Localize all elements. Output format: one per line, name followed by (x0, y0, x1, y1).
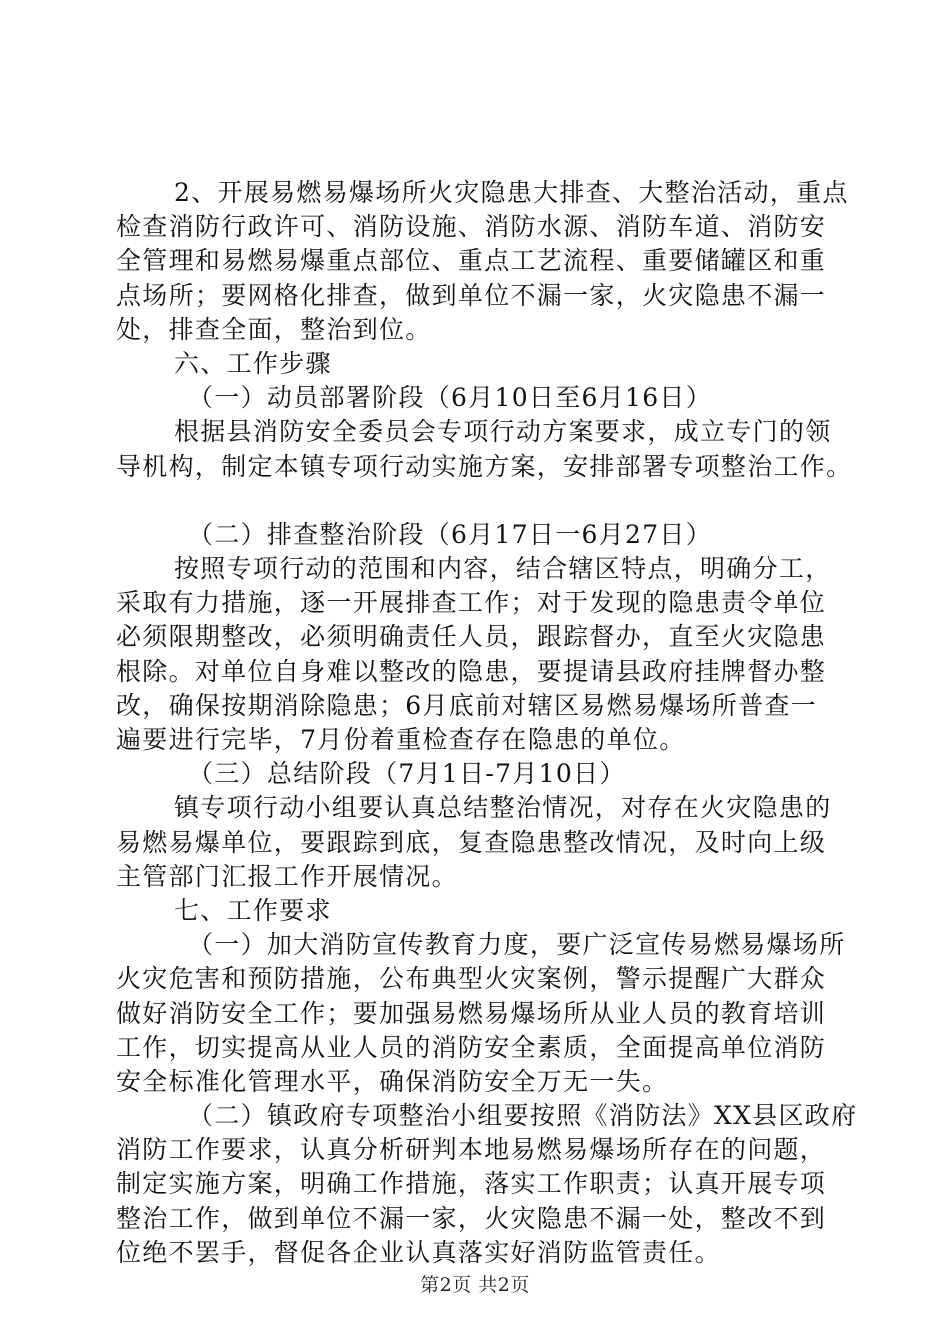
page-footer: 第2页 共2页 (420, 1274, 530, 1296)
text-line: 按照专项行动的范围和内容，结合辖区特点，明确分工， (174, 554, 832, 584)
text-line: 点场所；要网格化排查，做到单位不漏一家，火灾隐患不漏一 (116, 280, 827, 310)
text-line: 制定实施方案，明确工作措施，落实工作职责；认真开展专项 (116, 1169, 827, 1199)
text-line: 根据县消防安全委员会专项行动方案要求，成立专门的领 (174, 417, 832, 447)
document-body (116, 176, 858, 1270)
text-line: 采取有力措施，逐一开展排查工作；对于发现的隐患责令单位 (116, 588, 827, 618)
text-line: 必须限期整改，必须明确责任人员，跟踪督办，直至火灾隐患 (116, 622, 827, 652)
text-line: （三）总结阶段（7月1日-7月10日） (188, 759, 626, 789)
text-line: 2、开展易燃易爆场所火灾隐患大排查、大整治活动，重点 (174, 178, 849, 207)
text-line: 镇专项行动小组要认真总结整治情况，对存在火灾隐患的 (174, 793, 832, 823)
text-line: 位绝不罢手，督促各企业认真落实好消防监管责任。 (116, 1237, 721, 1267)
text-line: 安全标准化管理水平，确保消防安全万无一失。 (116, 1066, 669, 1096)
text-line: 检查消防行政许可、消防设施、消防水源、消防车道、消防安 (116, 212, 827, 242)
blank-line (116, 484, 840, 518)
text-line: 做好消防安全工作；要加强易燃易爆场所从业人员的教育培训 (116, 998, 827, 1028)
text-line: （二）排查整治阶段（6月17日一6月27日） (188, 519, 713, 549)
text-line: 消防工作要求，认真分析研判本地易燃易爆场所存在的问题， (116, 1135, 827, 1165)
text-line: 六、工作步骤 (174, 348, 332, 378)
text-line: （二）镇政府专项整治小组要按照《消防法》XX县区政府 (188, 1101, 858, 1131)
text-line: 全管理和易燃易爆重点部位、重点工艺流程、重要储罐区和重 (116, 246, 827, 276)
text-line: 易燃易爆单位，要跟踪到底，复查隐患整改情况，及时向上级 (116, 827, 827, 857)
text-line: 整治工作，做到单位不漏一家，火灾隐患不漏一处，整改不到 (116, 1203, 827, 1233)
text-line: 处，排查全面，整治到位。 (116, 314, 432, 344)
text-line: （一）加大消防宣传教育力度，要广泛宣传易燃易爆场所 (188, 930, 846, 960)
text-line: 改，确保按期消除隐患；6月底前对辖区易燃易爆场所普查一 (116, 690, 818, 720)
text-line: 工作，切实提高从业人员的消防安全素质，全面提高单位消防 (116, 1032, 827, 1062)
text-line: 导机构，制定本镇专项行动实施方案，安排部署专项整治工作。 (116, 451, 853, 481)
text-line: 根除。对单位自身难以整改的隐患，要提请县政府挂牌督办整 (116, 656, 827, 686)
text-line: （一）动员部署阶段（6月10日至6月16日） (188, 383, 713, 413)
text-line: 火灾危害和预防措施，公布典型火灾案例，警示提醒广大群众 (116, 964, 827, 994)
text-line: 主管部门汇报工作开展情况。 (116, 861, 458, 891)
text-line: 遍要进行完毕，7月份着重检查存在隐患的单位。 (116, 725, 686, 754)
text-line: 七、工作要求 (174, 895, 332, 925)
